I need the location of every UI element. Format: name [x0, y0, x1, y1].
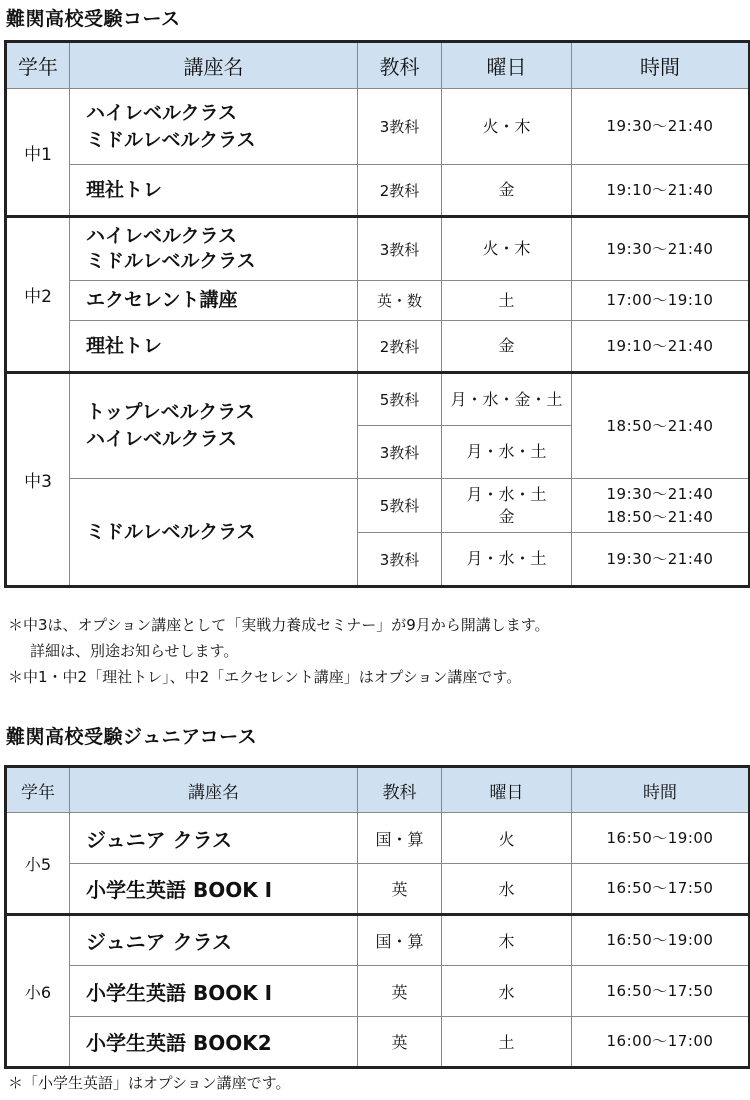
note-line: 詳細は、別途お知らせします。 [30, 642, 239, 660]
header-time: 時間 [572, 767, 750, 813]
table-row [6, 373, 750, 426]
subject-cell: 英 [358, 864, 442, 915]
header-grade: 学年 [6, 42, 70, 89]
header-day: 曜日 [442, 767, 572, 813]
day-cell: 土 [442, 1017, 572, 1068]
header-day: 曜日 [442, 42, 572, 89]
time-cell: 19:30〜21:40 [572, 533, 750, 587]
course-cell: 理社トレ [70, 165, 358, 217]
course-line: ハイレベルクラス [86, 225, 238, 247]
table-row [6, 813, 750, 864]
grade-cell: 中2 [6, 217, 70, 373]
day-cell: 火 [442, 813, 572, 864]
day-cell: 月・水・土 [442, 533, 572, 587]
header-course: 講座名 [70, 767, 358, 813]
table-row [6, 89, 750, 165]
course-cell: 小学生英語 BOOK2 [70, 1017, 358, 1068]
course-cell: ジュニア クラス [70, 813, 358, 864]
time-cell: 19:10〜21:40 [572, 165, 750, 217]
header-subject: 教科 [358, 767, 442, 813]
time-cell: 17:00〜19:10 [572, 281, 750, 321]
course-cell: 小学生英語 BOOK I [70, 864, 358, 915]
subject-cell: 英 [358, 966, 442, 1017]
note-line: ＊中3は、オプション講座として「実戦力養成セミナー」が9月から開講します。 [8, 616, 550, 634]
day-cell [442, 479, 572, 533]
time-line: 19:30〜21:40 [606, 484, 714, 503]
subject-cell: 2教科 [358, 321, 442, 373]
day-cell: 火・木 [442, 217, 572, 281]
day-cell: 水 [442, 864, 572, 915]
day-cell: 火・木 [442, 89, 572, 165]
subject-cell: 英・数 [358, 281, 442, 321]
course-line: ミドルレベルクラス [86, 128, 256, 151]
time-line: 18:50〜21:40 [606, 507, 714, 526]
time-cell: 16:50〜17:50 [572, 864, 750, 915]
table-row [6, 165, 750, 217]
section-title: 難関高校受験コース [6, 8, 181, 30]
time-cell: 18:50〜21:40 [572, 373, 750, 479]
grade-cell: 小5 [6, 813, 70, 915]
time-cell: 16:00〜17:00 [572, 1017, 750, 1068]
schedule-table [4, 765, 750, 1069]
time-cell: 16:50〜19:00 [572, 813, 750, 864]
table-header [6, 42, 750, 89]
course-cell: 理社トレ [70, 321, 358, 373]
day-cell: 月・水・金・土 [442, 373, 572, 426]
header-subject: 教科 [358, 42, 442, 89]
section-title: 難関高校受験ジュニアコース [6, 726, 258, 748]
day-cell: 水 [442, 966, 572, 1017]
table-header [6, 767, 750, 813]
notes [8, 1070, 290, 1096]
course-line: トップレベルクラス [86, 401, 255, 423]
table-row [6, 1017, 750, 1068]
subject-cell: 3教科 [358, 426, 442, 479]
table-row [6, 915, 750, 966]
course-cell [70, 373, 358, 479]
subject-cell: 英 [358, 1017, 442, 1068]
day-line: 月・水・土 [466, 484, 547, 504]
notes [8, 612, 550, 690]
course-cell: ジュニア クラス [70, 915, 358, 966]
subject-cell: 3教科 [358, 89, 442, 165]
day-cell: 土 [442, 281, 572, 321]
schedule-table [4, 40, 750, 588]
grade-cell: 小6 [6, 915, 70, 1068]
table-row [6, 966, 750, 1017]
time-cell: 19:10〜21:40 [572, 321, 750, 373]
time-cell: 16:50〜19:00 [572, 915, 750, 966]
course-line: ハイレベルクラス [86, 428, 238, 450]
day-cell: 金 [442, 321, 572, 373]
day-line: 金 [498, 506, 515, 526]
day-cell: 月・水・土 [442, 426, 572, 479]
course-cell: ミドルレベルクラス [70, 479, 358, 587]
table-row [6, 864, 750, 915]
time-cell: 19:30〜21:40 [572, 217, 750, 281]
subject-cell: 国・算 [358, 813, 442, 864]
course-line: ミドルレベルクラス [86, 250, 256, 272]
note-line: ＊「小学生英語」はオプション講座です。 [8, 1074, 291, 1092]
course-cell [70, 217, 358, 281]
course-cell: 小学生英語 BOOK I [70, 966, 358, 1017]
table-row [6, 479, 750, 533]
subject-cell: 3教科 [358, 533, 442, 587]
course-cell [70, 89, 358, 165]
table-row [6, 281, 750, 321]
time-cell: 19:30〜21:40 [572, 89, 750, 165]
time-cell: 16:50〜17:50 [572, 966, 750, 1017]
table-row [6, 217, 750, 281]
day-cell: 木 [442, 915, 572, 966]
day-cell: 金 [442, 165, 572, 217]
course-line: ハイレベルクラス [86, 101, 238, 124]
subject-cell: 3教科 [358, 217, 442, 281]
header-course: 講座名 [70, 42, 358, 89]
note-line: ＊中1・中2「理社トレ」、中2「エクセレント講座」はオプション講座です。 [8, 668, 522, 686]
header-time: 時間 [572, 42, 750, 89]
course-cell: エクセレント講座 [70, 281, 358, 321]
grade-cell: 中1 [6, 89, 70, 217]
subject-cell: 5教科 [358, 373, 442, 426]
grade-cell: 中3 [6, 373, 70, 587]
subject-cell: 国・算 [358, 915, 442, 966]
header-grade: 学年 [6, 767, 70, 813]
subject-cell: 2教科 [358, 165, 442, 217]
time-cell [572, 479, 750, 533]
table-row [6, 321, 750, 373]
subject-cell: 5教科 [358, 479, 442, 533]
